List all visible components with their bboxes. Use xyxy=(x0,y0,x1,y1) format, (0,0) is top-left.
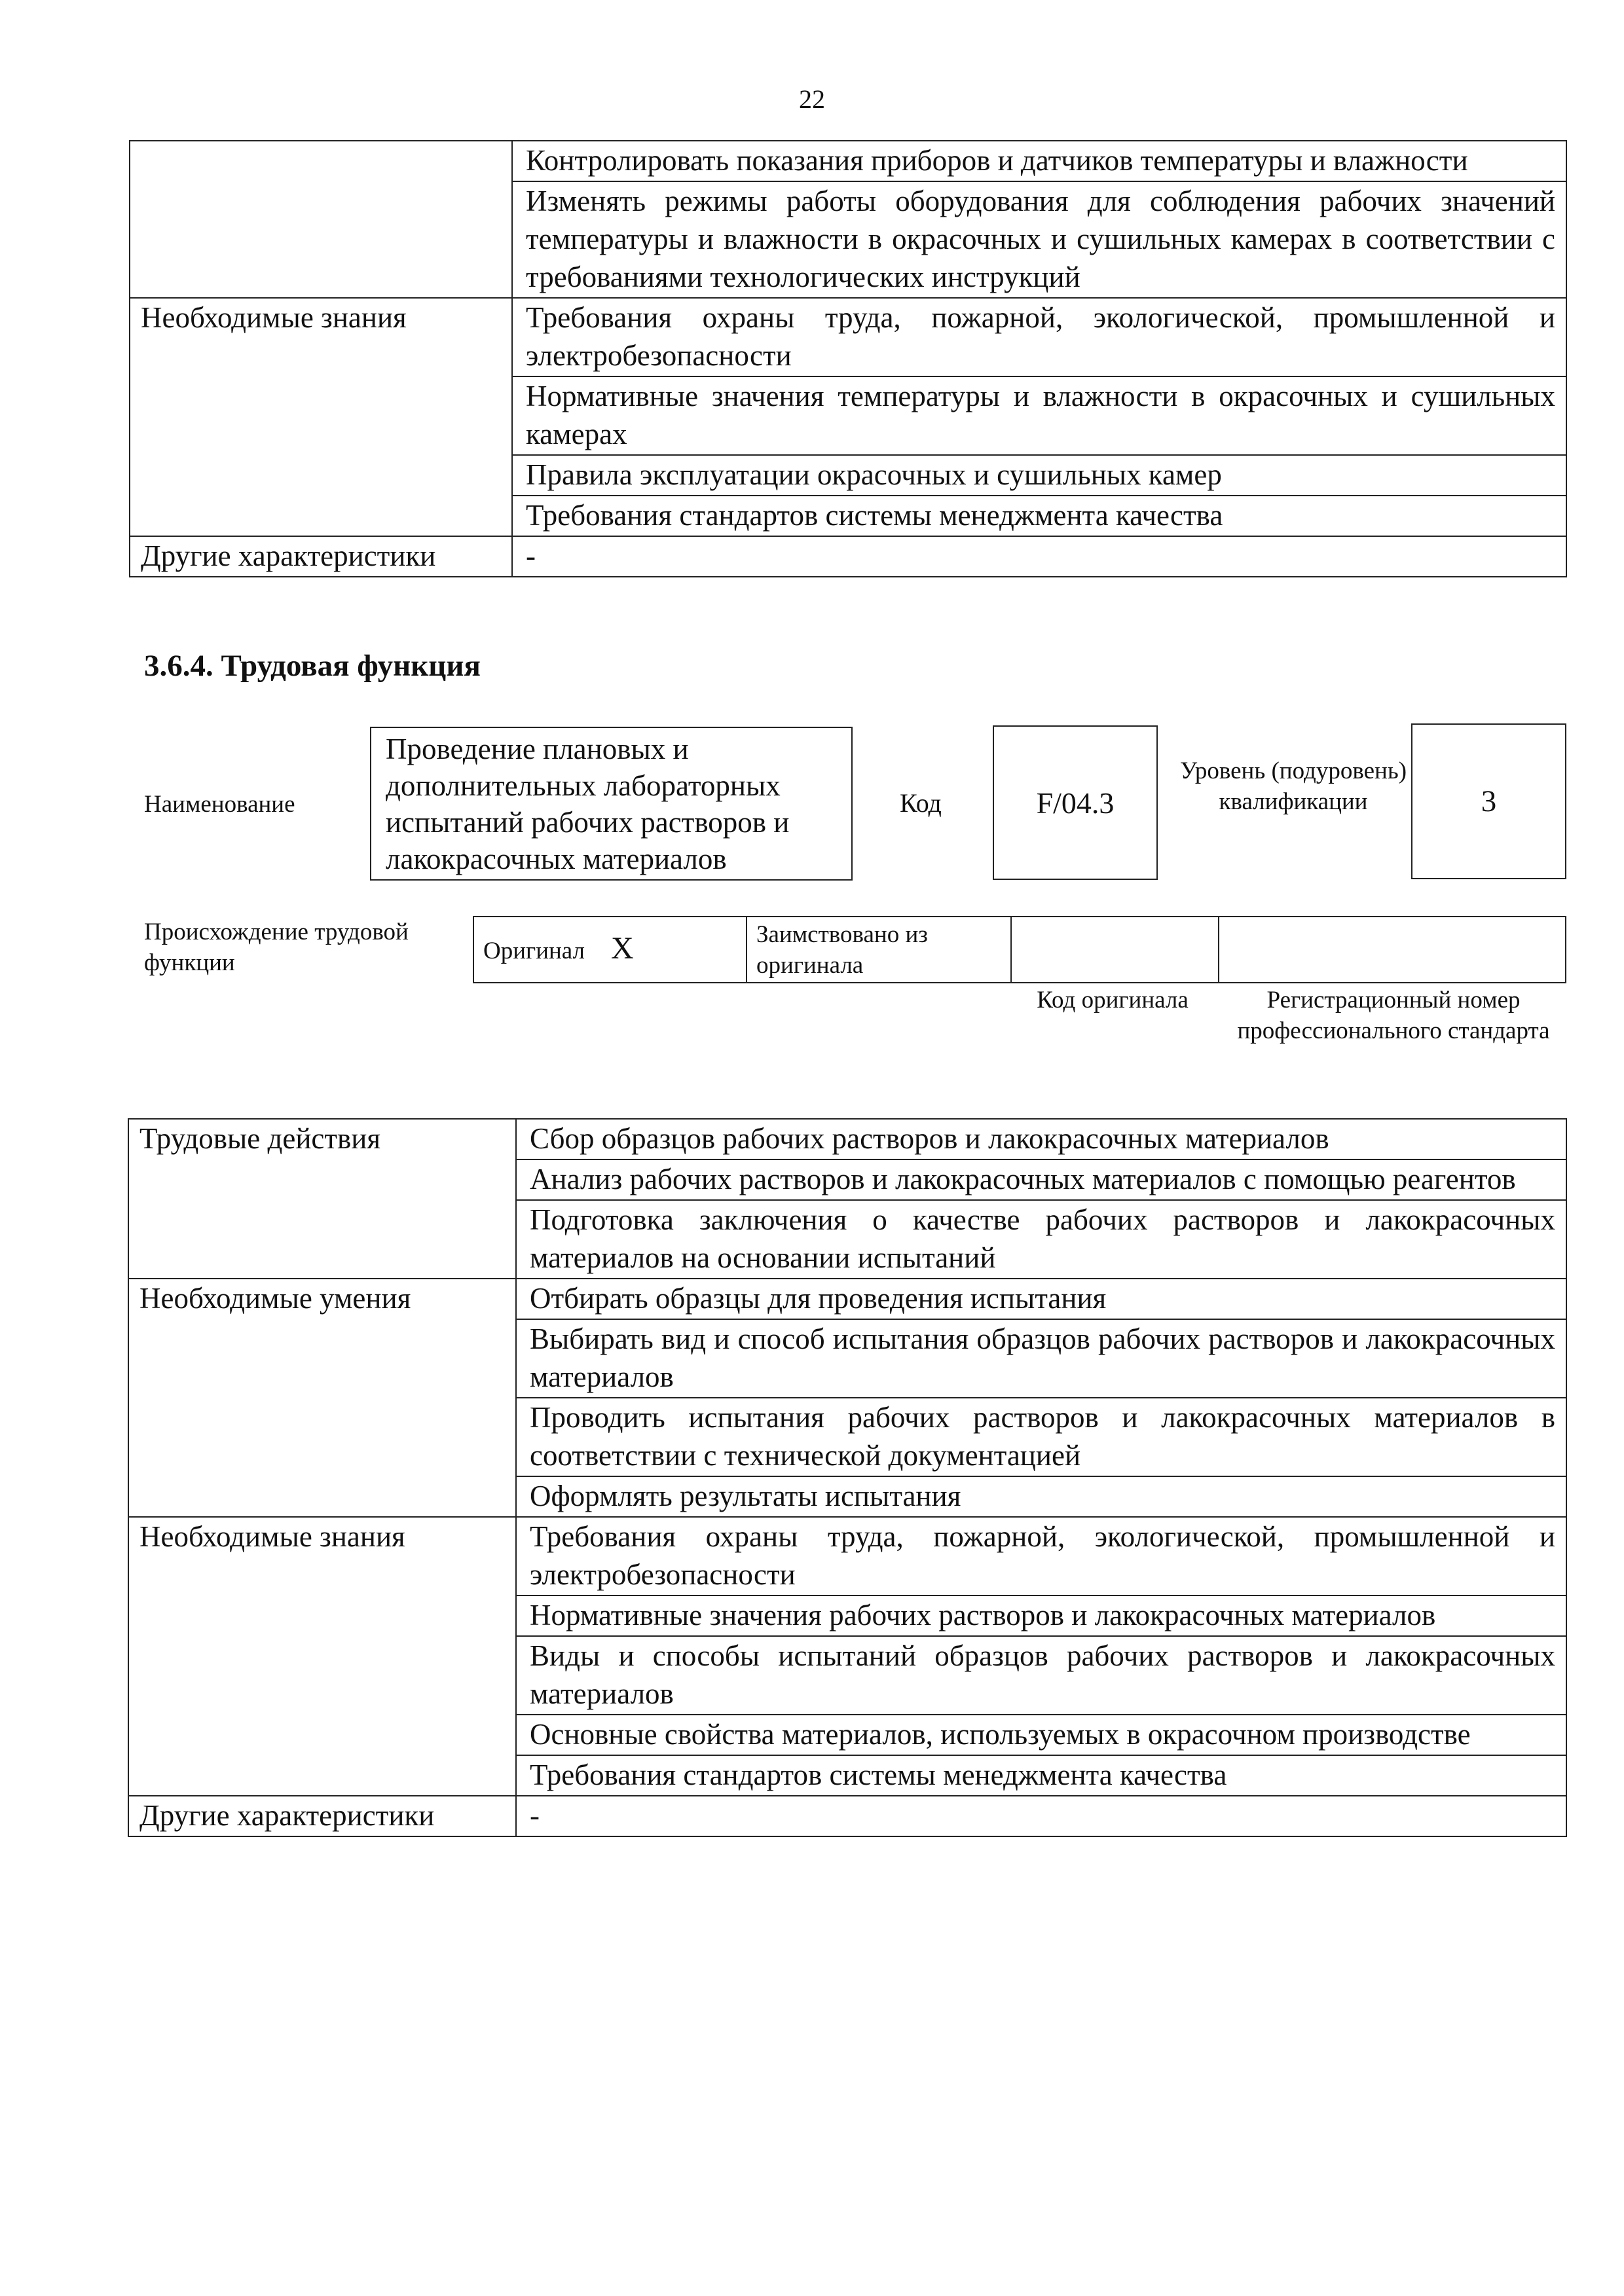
qualification-level-value: 3 xyxy=(1481,784,1497,818)
original-code-caption: Код оригинала xyxy=(1037,987,1189,1013)
table-cell: Подготовка заключения о качестве рабочих растворов и лакокрасочных материалов на основании испытаний xyxy=(516,1200,1566,1279)
registration-number-caption: Регистрационный номер профессионального стандарта xyxy=(1237,987,1550,1044)
table-cell: Виды и способы испытаний образцов рабочих растворов и лакокрасочных материалов xyxy=(516,1636,1566,1715)
origin-table xyxy=(473,916,1566,983)
table-row xyxy=(128,1796,1566,1836)
origin-original-cell xyxy=(473,917,747,983)
table-row xyxy=(130,298,1566,376)
row-label: Необходимые знания xyxy=(130,298,512,536)
table-cell: Проводить испытания рабочих растворов и лакокрасочных материалов в соответствии с технической документацией xyxy=(516,1398,1566,1476)
row-label: Необходимые умения xyxy=(128,1279,516,1517)
table-cell: Отбирать образцы для проведения испытания xyxy=(516,1279,1566,1319)
table-cell: Требования охраны труда, пожарной, экологической, промышленной и электробезопасности xyxy=(512,298,1566,376)
registration-number-cell xyxy=(1219,917,1566,983)
qualification-level-label: Уровень (подуровень) квалификации xyxy=(1179,757,1407,815)
page-number: 22 xyxy=(799,84,825,114)
table-cell: Изменять режимы работы оборудования для соблюдения рабочих значений температуры и влажности в окрасочных и сушильных камерах в соответствии с требованиями технологических инструкций xyxy=(512,181,1566,298)
function-code-box xyxy=(993,725,1158,880)
table-cell: Требования стандартов системы менеджмента качества xyxy=(512,496,1566,536)
section-heading: 3.6.4. Трудовая функция xyxy=(144,649,481,683)
table-row xyxy=(128,1119,1566,1159)
original-code-cell xyxy=(1011,917,1219,983)
table-cell: - xyxy=(512,536,1566,577)
qualification-level-box xyxy=(1411,723,1566,879)
row-label: Другие характеристики xyxy=(130,536,512,577)
table-cell: Анализ рабочих растворов и лакокрасочных материалов с помощью реагентов xyxy=(516,1159,1566,1200)
origin-label: Происхождение трудовой функции xyxy=(144,919,409,976)
table-cell: Нормативные значения температуры и влажности в окрасочных и сушильных камерах xyxy=(512,376,1566,455)
table-cell: Требования охраны труда, пожарной, экологической, промышленной и электробезопасности xyxy=(516,1517,1566,1595)
table-cell: Нормативные значения рабочих растворов и лакокрасочных материалов xyxy=(516,1595,1566,1636)
labor-function-table xyxy=(128,1118,1567,1837)
table-cell: Правила эксплуатации окрасочных и сушильных камер xyxy=(512,455,1566,496)
name-label: Наименование xyxy=(144,791,295,818)
function-name-box: Проведение плановых и дополнительных лабораторных испытаний рабочих растворов и лакокрасочных материалов xyxy=(370,727,853,881)
table-cell: Требования стандартов системы менеджмента качества xyxy=(516,1755,1566,1796)
table-row xyxy=(128,1517,1566,1595)
original-mark: X xyxy=(611,931,634,966)
table-cell: Оформлять результаты испытания xyxy=(516,1476,1566,1517)
table-row xyxy=(128,1279,1566,1319)
top-requirements-table xyxy=(129,140,1567,577)
function-code-value: F/04.3 xyxy=(1036,786,1115,820)
table-cell: Контролировать показания приборов и датчиков температуры и влажности xyxy=(512,141,1566,181)
table-cell: Выбирать вид и способ испытания образцов рабочих растворов и лакокрасочных материалов xyxy=(516,1319,1566,1398)
table-row xyxy=(473,917,1566,983)
row-label: Трудовые действия xyxy=(128,1119,516,1279)
row-label: Другие характеристики xyxy=(128,1796,516,1836)
table-row xyxy=(130,141,1566,181)
table-cell: - xyxy=(516,1796,1566,1836)
original-label: Оригинал xyxy=(483,938,585,964)
code-label: Код xyxy=(900,788,942,818)
row-label: Необходимые знания xyxy=(128,1517,516,1796)
table-cell: Сбор образцов рабочих растворов и лакокрасочных материалов xyxy=(516,1119,1566,1159)
row-label xyxy=(130,141,512,298)
borrowed-label: Заимствовано из оригинала xyxy=(747,917,1011,983)
table-row xyxy=(130,536,1566,577)
table-cell: Основные свойства материалов, используемых в окрасочном производстве xyxy=(516,1715,1566,1755)
